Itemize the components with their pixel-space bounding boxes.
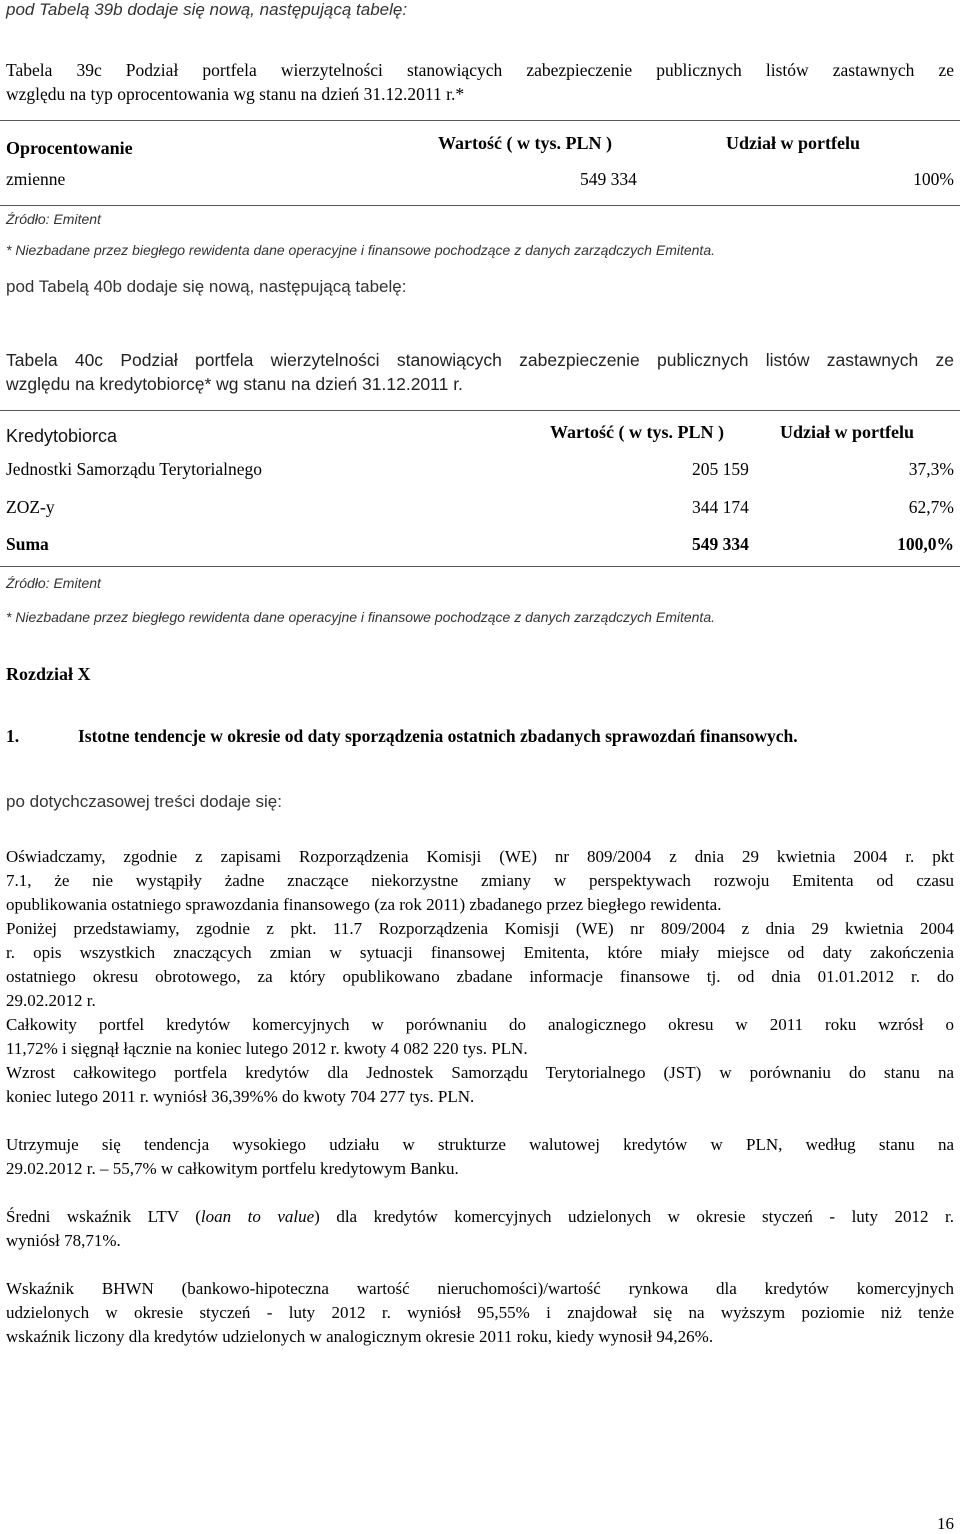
intro-text: po dotychczasowej treści dodaje się:: [6, 792, 282, 811]
paragraph-block: [6, 1205, 954, 1253]
caption-line: Tabela 40c Podział portfela wierzytelności stanowiących zabezpieczenie publicznych listów zastawnych ze: [6, 350, 954, 370]
text-line: Wskaźnik BHWN (bankowo-hipoteczna wartość nieruchomości)/wartość rynkowa dla kredytów komercyjnych: [6, 1279, 954, 1298]
text-line: Oświadczamy, zgodnie z zapisami Rozporządzenia Komisji (WE) nr 809/2004 z dnia 29 kwietnia 2004 r. pkt: [6, 847, 954, 866]
text-line: koniec lutego 2011 r. wyniósł 36,39%% do kwoty 704 277 tys. PLN.: [6, 1087, 475, 1106]
intro-text-40: pod Tabelą 40b dodaje się nową, następującą tabelę:: [6, 277, 407, 296]
text-line: 29.02.2012 r.: [6, 991, 96, 1010]
text-line: Całkowity portfel kredytów komercyjnych w porównaniu do analogicznego okresu w 2011 roku wzrósł o: [6, 1015, 954, 1034]
col-header-udzial: Udział w portfelu: [726, 133, 860, 153]
row-value-total: 549 334: [692, 534, 749, 554]
table-bottom-rule: [0, 566, 960, 567]
table-39c-caption: [6, 58, 954, 106]
source-note: Źródło: Emitent: [6, 575, 101, 591]
row-value: 549 334: [580, 169, 637, 189]
text-line: opublikowania ostatniego sprawozdania finansowego (za rok 2011) zbadanego przez biegłego rewidenta.: [6, 895, 722, 914]
emphasis-text: loan to value: [200, 1207, 315, 1226]
col-header-wartosc: Wartość ( w tys. PLN ): [550, 422, 724, 442]
section-title: Istotne tendencje w okresie od daty sporządzenia ostatnich zbadanych sprawozdań finansowych.: [78, 726, 798, 746]
col-header-udzial: Udział w portfelu: [780, 422, 914, 442]
col-header-oprocentowanie: Oprocentowanie: [6, 138, 133, 158]
caption-line: Tabela 39c Podział portfela wierzytelności stanowiących zabezpieczenie publicznych listów zastawnych ze: [6, 60, 954, 80]
row-value: 205 159: [692, 459, 749, 479]
row-label: zmienne: [6, 169, 66, 189]
text-line: ostatniego okresu obrotowego, za który opublikowano zbadane informacje finansowe tj. od dnia 01.01.2012 r. do: [6, 967, 954, 986]
text-line: [6, 1205, 954, 1229]
text-fragment: Średni wskaźnik LTV (: [6, 1207, 201, 1226]
text-line: Utrzymuje się tendencja wysokiego udziału w strukturze walutowej kredytów w PLN, według stanu na: [6, 1135, 954, 1154]
row-share-total: 100,0%: [897, 534, 954, 554]
row-label: Jednostki Samorządu Terytorialnego: [6, 459, 263, 479]
text-line: wyniósł 78,71%.: [6, 1231, 121, 1250]
paragraph-block: [6, 1133, 954, 1181]
row-share: 100%: [913, 169, 954, 189]
text-line: udzielonych w okresie styczeń - luty 2012 r. wyniósł 95,55% i znajdował się na wyższym poziomie niż tenże: [6, 1303, 954, 1322]
section-number: 1.: [6, 726, 20, 746]
table-bottom-rule: [0, 205, 960, 206]
text-line: Wzrost całkowitego portfela kredytów dla Jednostek Samorządu Terytorialnego (JST) w porównaniu do stanu na: [6, 1063, 954, 1082]
footnote: * Niezbadane przez biegłego rewidenta dane operacyjne i finansowe pochodzące z danych zarządczych Emitenta.: [6, 242, 715, 258]
text-line: wskaźnik liczony dla kredytów udzielonych w analogicznym okresie 2011 roku, kiedy wynosił 94,26%.: [6, 1327, 714, 1346]
table-top-rule: [0, 120, 960, 121]
table-40c-caption: [6, 348, 954, 396]
page-number: 16: [937, 1514, 954, 1533]
table-top-rule: [0, 410, 960, 411]
caption-line: względu na kredytobiorcę* wg stanu na dzień 31.12.2011 r.: [6, 374, 463, 394]
text-fragment: ) dla kredytów komercyjnych udzielonych w okresie styczeń - luty 2012 r.: [314, 1207, 954, 1226]
text-line: 7.1, że nie wystąpiły żadne znaczące niekorzystne zmiany w perspektywach rozwoju Emitenta od czasu: [6, 871, 954, 890]
row-label: ZOZ-y: [6, 497, 55, 517]
intro-text-39: pod Tabelą 39b dodaje się nową, następującą tabelę:: [6, 0, 408, 19]
text-line: r. opis wszystkich znaczących zmian w sytuacji finansowej Emitenta, które miały miejsce od daty zakończenia: [6, 943, 954, 962]
col-header-wartosc: Wartość ( w tys. PLN ): [438, 133, 612, 153]
text-line: 11,72% i sięgnął łącznie na koniec lutego 2012 r. kwoty 4 082 220 tys. PLN.: [6, 1039, 528, 1058]
row-share: 37,3%: [908, 459, 954, 479]
text-line: Poniżej przedstawiamy, zgodnie z pkt. 11.7 Rozporządzenia Komisji (WE) nr 809/2004 z dnia 29 kwietnia 2004: [6, 919, 954, 938]
row-label-total: Suma: [6, 534, 49, 554]
caption-line: względu na typ oprocentowania wg stanu na dzień 31.12.2011 r.*: [6, 84, 465, 104]
footnote: * Niezbadane przez biegłego rewidenta dane operacyjne i finansowe pochodzące z danych zarządczych Emitenta.: [6, 609, 715, 625]
source-note: Źródło: Emitent: [6, 211, 101, 227]
text-line: 29.02.2012 r. – 55,7% w całkowitym portfelu kredytowym Banku.: [6, 1159, 459, 1178]
chapter-heading: Rozdział X: [6, 664, 91, 684]
paragraph-block: [6, 1277, 954, 1349]
paragraph-block: [6, 845, 954, 1109]
row-share: 62,7%: [908, 497, 954, 517]
row-value: 344 174: [692, 497, 749, 517]
col-header-kredytobiorca: Kredytobiorca: [6, 426, 118, 446]
